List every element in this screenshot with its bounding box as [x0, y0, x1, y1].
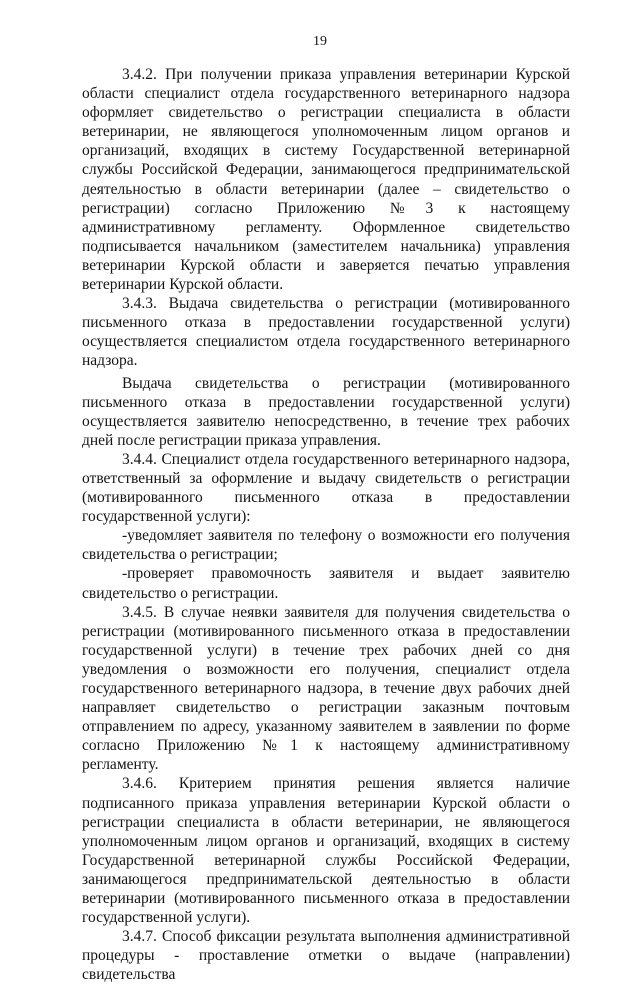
list-item-notify: -уведомляет заявителя по телефону о возможности его получения свидетельства о регистрации; — [82, 527, 570, 564]
paragraph-issuance: Выдача свидетельства о регистрации (мотивированного письменного отказа в предоставлении государственной услуги) осуществляется заявителю непосредственно, в течение трех рабочих дней после регистрации приказа управления. — [82, 374, 570, 449]
page-number: 19 — [313, 34, 327, 49]
list-item-verify: -проверяет правомочность заявителя и выдает заявителю свидетельство о регистрации. — [82, 565, 570, 602]
paragraph-3-4-6: 3.4.6. Критерием принятия решения является наличие подписанного приказа управления ветеринарии Курской области о регистрации специалиста в области ветеринарии, не являющегося уполномоченным лицом органов и организаций, входящих в систему Государственной ветеринарной службы Российской Федерации, занимающегося предпринимательской деятельностью в области ветеринарии (мотивированного письменного отказа в предоставлении государственной услуги). — [82, 775, 570, 927]
document-body — [82, 65, 570, 985]
paragraph-3-4-7: 3.4.7. Способ фиксации результата выполнения административной процедуры - проставление отметки о выдаче (направлении) свидетельства — [82, 928, 570, 984]
paragraph-3-4-3: 3.4.3. Выдача свидетельства о регистрации (мотивированного письменного отказа в предоставлении государственной услуги) осуществляется специалистом отдела государственного ветеринарного надзора. — [82, 295, 570, 370]
paragraph-3-4-4: 3.4.4. Специалист отдела государственного ветеринарного надзора, ответственный за оформление и выдачу свидетельств о регистрации (мотивированного письменного отказа в предоставлении государственной услуги): — [82, 450, 570, 526]
paragraph-3-4-2: 3.4.2. При получении приказа управления ветеринарии Курской области специалист отдела государственного ветеринарного надзора оформляет свидетельство о регистрации специалиста в области ветеринарии, не являющегося уполномоченным лицом органов и организаций, входящих в систему Государственной ветеринарной службы Российской Федерации, занимающегося предпринимательской деятельностью в области ветеринарии (далее – свидетельство о регистрации) согласно Приложению №3 к настоящему административному регламенту. Оформленное свидетельство подписывается начальником (заместителем начальника) управления ветеринарии Курской области и заверяется печатью управления ветеринарии Курской области. — [82, 66, 570, 294]
paragraph-3-4-5: 3.4.5. В случае неявки заявителя для получения свидетельства о регистрации (мотивированного письменного отказа в предоставлении государственной услуги) в течение трех рабочих дней со дня уведомления о возможности его получения, специалист отдела государственного ветеринарного надзора, в течение двух рабочих дней направляет свидетельство о регистрации заказным почтовым отправлением по адресу, указанному заявителем в заявлении по форме согласно Приложению №1 к настоящему административному регламенту. — [82, 603, 570, 774]
